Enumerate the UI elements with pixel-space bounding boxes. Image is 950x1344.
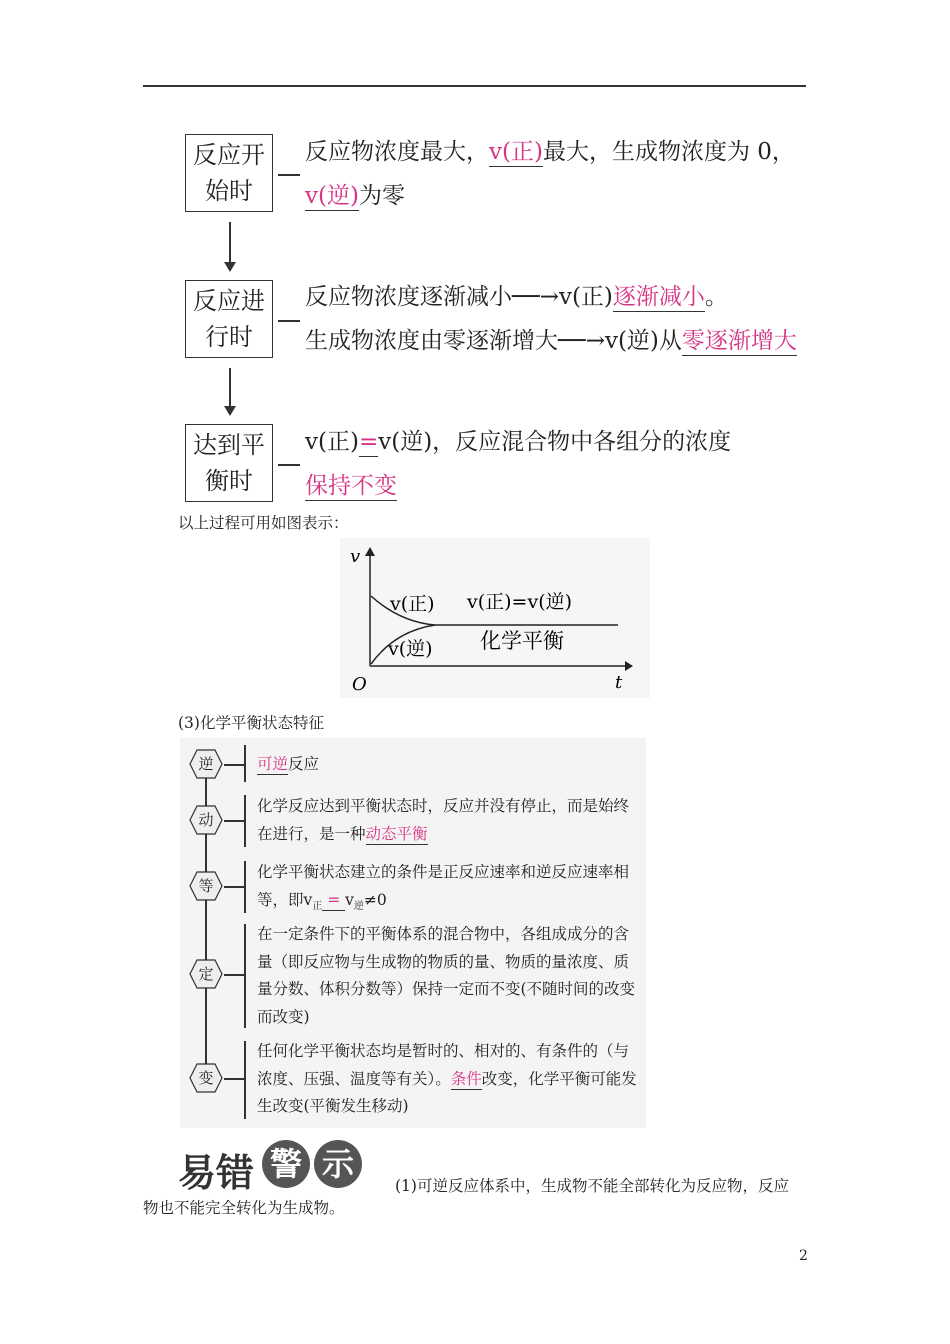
warning-title-text: 易错 [178,1151,255,1195]
feature-connector [224,820,244,822]
feature-char: 定 [198,965,214,983]
graph-y-label: v [350,546,361,567]
graph-equilibrium-label: 化学平衡 [480,629,564,653]
feature-body: 化学平衡状态建立的条件是正反应速率和逆反应速率相等，即v [257,863,630,909]
flow-box-equilibrium-line2: 衡时 [205,467,253,495]
flow-text: v(正) [305,429,359,455]
flow-box-progress-line1: 反应进 [193,287,265,315]
warning-text-line1: (1)可逆反应体系中，生成物不能全部转化为反应物，反应 [395,1177,789,1195]
graph-x-label: t [615,672,623,693]
flow-answer: v(逆) [305,183,359,209]
feature-bracket [244,1041,246,1119]
flow-text: 反应物浓度逐渐减小──→v(正) [305,284,613,310]
warning-title-circle: 示 [314,1140,362,1188]
feature-body: ≠0 [363,890,387,909]
feature-answer: = [322,890,346,909]
feature-char: 动 [198,811,214,829]
flow-box-start [185,134,273,212]
feature-answer: 动态平衡 [365,824,428,843]
flow-connector-3 [278,464,300,466]
feature-subscript: 逆 [353,900,364,912]
header-rule [143,85,806,87]
flow-box-start-line2: 始时 [205,177,253,205]
graph-reverse-label: v(逆) [388,638,433,660]
flow-text: 最大，生成物浓度为 0， [542,139,795,165]
flow-answer: = [358,429,379,455]
feature-connector [224,1078,244,1080]
feature-text-reversible [257,751,637,779]
flow-text: 生成物浓度由零逐渐增大──→v(逆)从 [305,328,682,354]
feature-text-equal [257,859,637,920]
flow-step2-line2 [305,319,797,363]
flow-step3-line2 [305,464,397,508]
flow-box-progress [185,280,273,358]
down-arrow-icon [224,406,236,416]
feature-body: v [345,890,354,909]
feature-hex-fixed [189,959,223,989]
feature-body: 反应 [288,755,320,773]
feature-connector [224,764,244,766]
feature-hex-reversible [189,749,223,779]
feature-bracket [244,795,246,847]
flow-step1-line1 [305,130,795,174]
flow-text: 反应物浓度最大， [305,139,489,165]
rate-time-graph [340,538,650,698]
flow-arrow-2-shaft [229,368,231,406]
warning-title-circle: 警 [262,1140,310,1188]
feature-answer: 可逆 [257,755,289,773]
flow-box-start-line1: 反应开 [193,141,265,169]
flow-text: 为零 [358,183,405,209]
flow-step2-line1 [305,275,728,319]
feature-body: 化学反应达到平衡状态时，反应并没有停止，而是始终在进行，是一种 [257,797,630,843]
feature-text-dynamic [257,793,637,848]
feature-char: 变 [198,1069,214,1087]
feature-body: 改变，化学平衡可能发生改变(平衡发生移动) [257,1069,637,1115]
feature-hex-equal [189,871,223,901]
flow-connector-1 [278,174,300,176]
graph-intro: 以上过程可用如图表示： [178,514,349,532]
feature-hex-dynamic [189,805,223,835]
feature-body: 在一定条件下的平衡体系的混合物中，各组成成分的含量（即反应物与生成物的物质的量、物质的量浓度、质量分数、体积分数等）保持一定而不变(不随时间的改变而改变) [257,925,636,1026]
feature-body: 任何化学平衡状态均是暂时的、相对的、有条件的（与浓度、压强、温度等有关）。 [257,1042,630,1088]
flow-step3-line1 [305,420,731,464]
graph-origin-label: O [352,674,367,695]
feature-bracket [244,745,246,782]
flow-text: v(逆)，反应混合物中各组分的浓度 [378,429,732,455]
flow-answer: 保持不变 [305,473,397,499]
feature-text-fixed [257,921,637,1031]
flow-answer: 逐渐减小 [612,284,705,310]
feature-connector [224,974,244,976]
feature-bracket [244,861,246,913]
warning-text-line2: 物也不能完全转化为生成物。 [143,1199,345,1217]
graph-background [340,538,650,698]
graph-equal-label: v(正)=v(逆) [467,591,573,613]
feature-subscript: 正 [312,900,323,912]
feature-hex-change [189,1063,223,1093]
flow-connector-2 [278,320,300,322]
flow-step1-line2 [305,174,405,218]
flow-answer: v(正) [489,139,543,165]
flow-box-equilibrium [185,424,273,502]
down-arrow-icon [224,262,236,272]
feature-bracket [244,924,246,1028]
feature-text-change [257,1038,637,1121]
feature-answer: 条件 [450,1069,482,1088]
flow-text: 。 [704,284,728,310]
features-heading: (3)化学平衡状态特征 [178,714,324,732]
graph-forward-label: v(正) [390,593,435,615]
flow-arrow-1-shaft [229,222,231,262]
flow-box-progress-line2: 行时 [205,323,253,351]
flow-box-equilibrium-line1: 达到平 [193,431,265,459]
feature-char: 等 [198,877,214,895]
feature-connector [224,886,244,888]
flow-answer: 零逐渐增大 [681,328,797,354]
page-number: 2 [799,1248,808,1264]
feature-char: 逆 [198,755,214,773]
